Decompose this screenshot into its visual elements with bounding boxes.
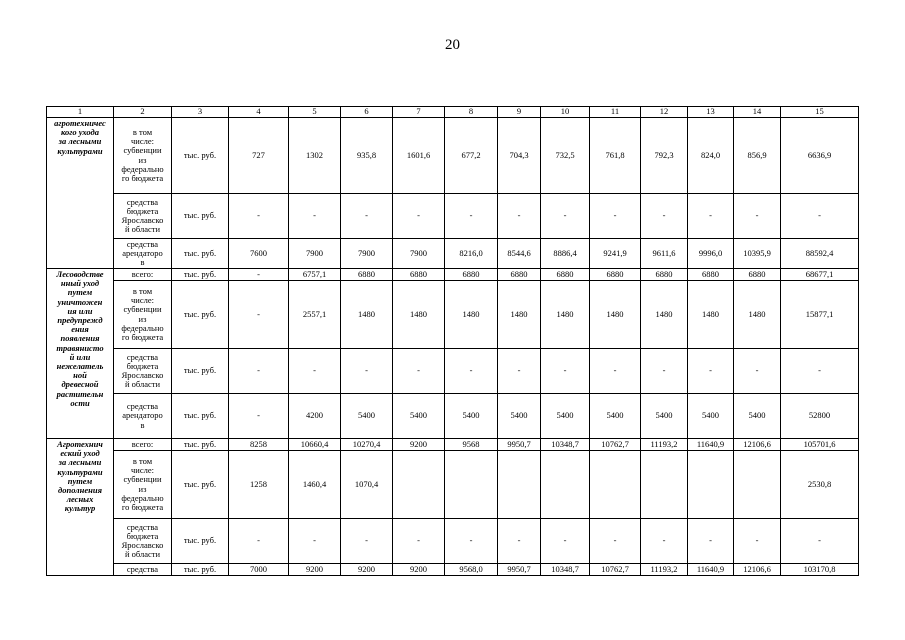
value-cell: - [541,349,590,394]
column-number: 1 [47,107,114,118]
value-cell: - [590,519,641,564]
value-cell: - [734,349,781,394]
value-cell: 6880 [498,269,541,281]
unit-cell: тыс. руб. [172,269,229,281]
unit-cell: тыс. руб. [172,394,229,439]
value-cell: 1601,6 [393,118,445,194]
value-cell: 1258 [229,451,289,519]
value-cell: - [734,519,781,564]
category-label: Лесоводстве нный уход путем уничтожен ия или предупрежд ения появления травянисто й или нежелатель ной древесной растительн ости [47,269,114,439]
table-row [47,269,859,281]
unit-cell: тыс. руб. [172,281,229,349]
value-cell: - [781,519,859,564]
value-cell: 7900 [341,239,393,269]
page-number: 20 [445,37,460,53]
column-number: 9 [498,107,541,118]
financing-table [46,106,859,576]
value-cell [498,451,541,519]
value-cell: - [590,194,641,239]
table-row [47,519,859,564]
value-cell: - [393,349,445,394]
unit-cell: тыс. руб. [172,118,229,194]
value-cell: - [541,519,590,564]
value-cell: 52800 [781,394,859,439]
funding-source-label: всего: [114,439,172,451]
value-cell: 7000 [229,564,289,576]
value-cell: 10348,7 [541,564,590,576]
unit-cell: тыс. руб. [172,439,229,451]
value-cell: - [341,194,393,239]
value-cell: 5400 [393,394,445,439]
value-cell: 10762,7 [590,439,641,451]
value-cell [688,451,734,519]
value-cell [541,451,590,519]
value-cell: 732,5 [541,118,590,194]
value-cell: 9611,6 [641,239,688,269]
funding-source-label: всего: [114,269,172,281]
column-number: 8 [445,107,498,118]
column-number: 10 [541,107,590,118]
value-cell: 677,2 [445,118,498,194]
header-row [47,107,859,118]
unit-cell: тыс. руб. [172,564,229,576]
value-cell: 9950,7 [498,439,541,451]
value-cell: 10762,7 [590,564,641,576]
value-cell: - [445,349,498,394]
value-cell: 11193,2 [641,439,688,451]
value-cell: - [341,349,393,394]
column-number: 2 [114,107,172,118]
funding-source-label: средства бюджета Ярославско й области [114,349,172,394]
value-cell: 6880 [641,269,688,281]
column-number: 4 [229,107,289,118]
value-cell: - [641,519,688,564]
value-cell: 9241,9 [590,239,641,269]
value-cell [641,451,688,519]
table-row [47,118,859,194]
value-cell: 6880 [341,269,393,281]
value-cell: 6880 [688,269,734,281]
value-cell: - [229,281,289,349]
category-label: Агротехнич еский уход за лесными культурами путем дополнения лесных культур [47,439,114,576]
unit-cell: тыс. руб. [172,519,229,564]
value-cell: - [641,349,688,394]
funding-source-label: в том числе: субвенции из федерально го бюджета [114,118,172,194]
value-cell: 12106,6 [734,564,781,576]
value-cell: 5400 [498,394,541,439]
value-cell: 7600 [229,239,289,269]
value-cell: 9200 [393,564,445,576]
value-cell: 10270,4 [341,439,393,451]
unit-cell: тыс. руб. [172,451,229,519]
column-number: 14 [734,107,781,118]
value-cell: - [229,349,289,394]
value-cell: 5400 [734,394,781,439]
value-cell: - [229,394,289,439]
value-cell: 5400 [541,394,590,439]
column-number: 11 [590,107,641,118]
value-cell: 6880 [393,269,445,281]
value-cell: 9200 [393,439,445,451]
value-cell: 9996,0 [688,239,734,269]
value-cell: 6880 [541,269,590,281]
value-cell: 10660,4 [289,439,341,451]
value-cell: 6880 [734,269,781,281]
value-cell: 824,0 [688,118,734,194]
value-cell: 1460,4 [289,451,341,519]
unit-cell: тыс. руб. [172,194,229,239]
column-number: 3 [172,107,229,118]
value-cell: - [289,194,341,239]
value-cell: 792,3 [641,118,688,194]
value-cell: 105701,6 [781,439,859,451]
value-cell: 1480 [393,281,445,349]
value-cell: 8216,0 [445,239,498,269]
value-cell: 6636,9 [781,118,859,194]
value-cell: 704,3 [498,118,541,194]
value-cell: 5400 [590,394,641,439]
column-number: 15 [781,107,859,118]
value-cell: - [541,194,590,239]
funding-source-label: в том числе: субвенции из федерально го бюджета [114,281,172,349]
value-cell: 2557,1 [289,281,341,349]
value-cell: 1480 [641,281,688,349]
value-cell: 5400 [688,394,734,439]
table-row [47,194,859,239]
column-number: 5 [289,107,341,118]
value-cell: - [289,519,341,564]
funding-source-label: средства арендаторо в [114,239,172,269]
value-cell: 8544,6 [498,239,541,269]
value-cell: 11193,2 [641,564,688,576]
value-cell: 1480 [498,281,541,349]
value-cell: - [498,349,541,394]
value-cell: 1480 [734,281,781,349]
value-cell: - [498,519,541,564]
value-cell: 10348,7 [541,439,590,451]
value-cell: - [781,349,859,394]
category-label: агротехничес кого ухода за лесными культурами [47,118,114,269]
table-row [47,394,859,439]
value-cell: 7900 [289,239,341,269]
value-cell: - [734,194,781,239]
value-cell: 1480 [541,281,590,349]
table-row [47,281,859,349]
value-cell: 935,8 [341,118,393,194]
value-cell: - [341,519,393,564]
funding-source-label: средства бюджета Ярославско й области [114,519,172,564]
value-cell [734,451,781,519]
value-cell: 5400 [445,394,498,439]
table-row [47,239,859,269]
value-cell: 9200 [289,564,341,576]
value-cell: 1480 [590,281,641,349]
unit-cell: тыс. руб. [172,239,229,269]
value-cell: - [229,519,289,564]
value-cell: 9950,7 [498,564,541,576]
value-cell: 9568,0 [445,564,498,576]
value-cell: - [393,194,445,239]
value-cell: 7900 [393,239,445,269]
value-cell: 6880 [590,269,641,281]
value-cell: 8258 [229,439,289,451]
value-cell: - [229,269,289,281]
value-cell: 10395,9 [734,239,781,269]
value-cell: - [229,194,289,239]
column-number: 13 [688,107,734,118]
value-cell: 11640,9 [688,439,734,451]
value-cell: 5400 [641,394,688,439]
table-row [47,439,859,451]
table-row [47,451,859,519]
value-cell: 4200 [289,394,341,439]
value-cell: 103170,8 [781,564,859,576]
value-cell: 856,9 [734,118,781,194]
value-cell: 6880 [445,269,498,281]
value-cell: 6757,1 [289,269,341,281]
value-cell: 68677,1 [781,269,859,281]
value-cell: 1480 [445,281,498,349]
value-cell: - [590,349,641,394]
value-cell: 12106,6 [734,439,781,451]
value-cell: - [688,349,734,394]
value-cell: 9200 [341,564,393,576]
value-cell: 1070,4 [341,451,393,519]
funding-source-label: средства арендаторо в [114,394,172,439]
column-number: 6 [341,107,393,118]
funding-source-label: в том числе: субвенции из федерально го бюджета [114,451,172,519]
value-cell: 1480 [688,281,734,349]
value-cell: - [781,194,859,239]
value-cell: - [393,519,445,564]
value-cell [445,451,498,519]
value-cell: - [498,194,541,239]
value-cell: 11640,9 [688,564,734,576]
value-cell: - [445,519,498,564]
table-row [47,349,859,394]
value-cell: - [688,519,734,564]
table-row [47,564,859,576]
value-cell: 5400 [341,394,393,439]
unit-cell: тыс. руб. [172,349,229,394]
value-cell: 88592,4 [781,239,859,269]
value-cell: - [641,194,688,239]
funding-source-label: средства [114,564,172,576]
value-cell: 15877,1 [781,281,859,349]
value-cell [393,451,445,519]
column-number: 7 [393,107,445,118]
value-cell: 1480 [341,281,393,349]
value-cell: 9568 [445,439,498,451]
column-number: 12 [641,107,688,118]
value-cell: 8886,4 [541,239,590,269]
value-cell: 1302 [289,118,341,194]
value-cell: 727 [229,118,289,194]
value-cell: - [289,349,341,394]
value-cell: - [688,194,734,239]
funding-source-label: средства бюджета Ярославско й области [114,194,172,239]
value-cell: 2530,8 [781,451,859,519]
value-cell: - [445,194,498,239]
value-cell: 761,8 [590,118,641,194]
value-cell [590,451,641,519]
